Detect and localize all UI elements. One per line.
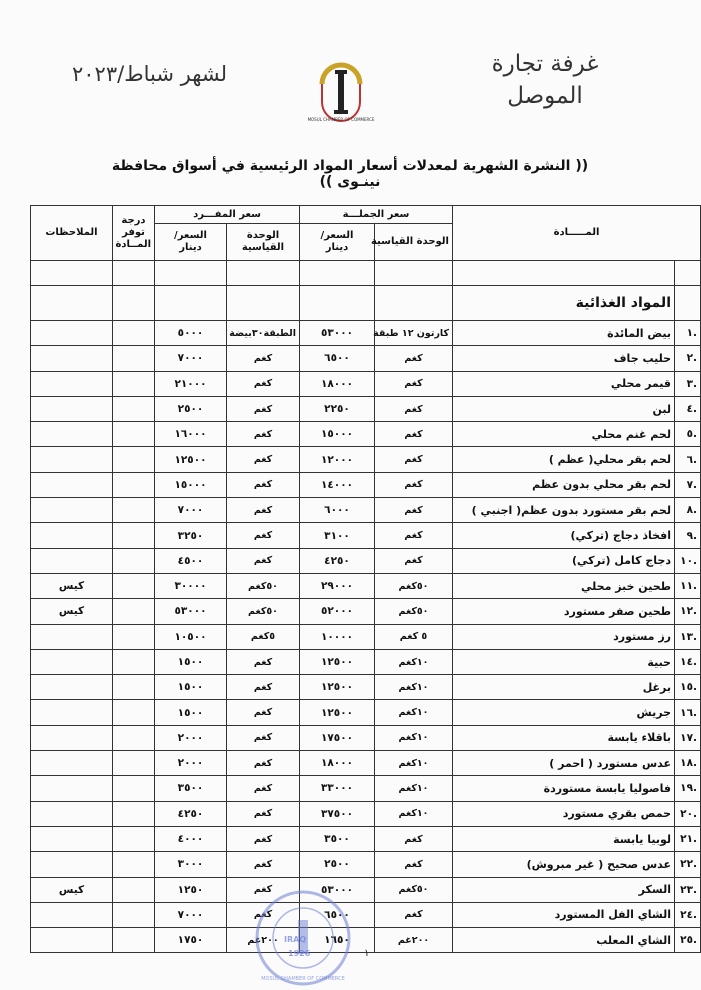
- retail-unit-header: الوحدة القياسية: [227, 224, 300, 261]
- availability-cell: [113, 624, 155, 649]
- material-name-cell: حمص بقري مستورد: [453, 801, 675, 826]
- wholesale-unit-cell: كغم: [375, 396, 453, 421]
- retail-unit-cell: ٥كغم: [227, 624, 300, 649]
- wholesale-price-cell: ٢٥٠٠: [300, 852, 375, 877]
- wholesale-unit-cell: كغم: [375, 371, 453, 396]
- stamp-text-iraq: IRAQ: [284, 935, 307, 944]
- availability-cell: [113, 371, 155, 396]
- wholesale-price-cell: ٣٥٠٠: [300, 826, 375, 851]
- material-name-cell: قيمر محلي: [453, 371, 675, 396]
- stamp-text-caption: MOSUL CHAMBER OF COMMERCE: [261, 976, 345, 982]
- note-cell: [31, 852, 113, 877]
- table-row: [31, 624, 701, 649]
- note-cell: [31, 725, 113, 750]
- retail-price-cell: ١٥٠٠: [155, 649, 227, 674]
- wholesale-price-cell: ٢٩٠٠٠: [300, 573, 375, 598]
- wholesale-price-cell: ٥٣٠٠٠: [300, 321, 375, 346]
- category-row: [31, 286, 701, 321]
- note-cell: [31, 548, 113, 573]
- wholesale-unit-cell: كغم: [375, 523, 453, 548]
- retail-unit-cell: كغم: [227, 700, 300, 725]
- wholesale-price-cell: ١٢٠٠٠: [300, 447, 375, 472]
- table-row: [31, 548, 701, 573]
- row-number-cell: .١١: [675, 573, 701, 598]
- table-row: [31, 599, 701, 624]
- row-number-cell: .٥: [675, 422, 701, 447]
- wholesale-unit-cell: كغم: [375, 422, 453, 447]
- retail-price-cell: ٤٥٠٠: [155, 548, 227, 573]
- wholesale-price-cell: ١٨٠٠٠: [300, 371, 375, 396]
- row-number-cell: .٢: [675, 346, 701, 371]
- row-number-cell: .١٠: [675, 548, 701, 573]
- organization-name: [470, 48, 620, 112]
- retail-price-cell: ٢٠٠٠: [155, 751, 227, 776]
- table-row: [31, 422, 701, 447]
- wholesale-unit-cell: كغم: [375, 852, 453, 877]
- availability-header: درجة توفر المــادة: [113, 206, 155, 261]
- material-name-cell: عدس مستورد ( احمر ): [453, 751, 675, 776]
- retail-price-cell: ٧٠٠٠: [155, 902, 227, 927]
- retail-price-cell: ٣٠٠٠٠: [155, 573, 227, 598]
- table-row: [31, 498, 701, 523]
- notes-header: الملاحظات: [31, 206, 113, 261]
- logo-caption: MOSUL CHAMBER OF COMMERCE: [307, 117, 375, 122]
- wholesale-price-cell: ١٦٥٠: [300, 928, 375, 953]
- retail-price-cell: ١٥٠٠: [155, 700, 227, 725]
- row-number-cell: .٢٢: [675, 852, 701, 877]
- page-number: ١: [364, 948, 370, 959]
- wholesale-price-header: سعر الجملـــة: [300, 206, 453, 224]
- availability-cell: [113, 852, 155, 877]
- availability-cell: [113, 902, 155, 927]
- wholesale-price-cell: ١٢٥٠٠: [300, 700, 375, 725]
- retail-unit-cell: كغم: [227, 523, 300, 548]
- note-cell: [31, 801, 113, 826]
- row-number-cell: .٢١: [675, 826, 701, 851]
- row-number-cell: .٩: [675, 523, 701, 548]
- material-name-cell: السكر: [453, 877, 675, 902]
- wholesale-price-cell: ١٠٠٠٠: [300, 624, 375, 649]
- material-name-cell: فاصوليا يابسة مستوردة: [453, 776, 675, 801]
- table-row: [31, 751, 701, 776]
- row-number-cell: .١٧: [675, 725, 701, 750]
- row-number-cell: .١٤: [675, 649, 701, 674]
- row-number-cell: .٢٤: [675, 902, 701, 927]
- retail-unit-cell: الطبقة٣٠بيضة: [227, 321, 300, 346]
- row-number-cell: .١٣: [675, 624, 701, 649]
- material-name-cell: رز مستورد: [453, 624, 675, 649]
- availability-cell: [113, 472, 155, 497]
- availability-cell: [113, 346, 155, 371]
- retail-price-cell: ٥٣٠٠٠: [155, 599, 227, 624]
- material-name-cell: دجاج كامل (تركي): [453, 548, 675, 573]
- table-row: [31, 801, 701, 826]
- material-name-cell: بيض المائدة: [453, 321, 675, 346]
- table-row: [31, 472, 701, 497]
- retail-price-cell: ٢٥٠٠: [155, 396, 227, 421]
- wholesale-unit-cell: ٥٠كغم: [375, 877, 453, 902]
- availability-cell: [113, 548, 155, 573]
- wholesale-unit-cell: ١٠كغم: [375, 801, 453, 826]
- wholesale-unit-cell: كغم: [375, 346, 453, 371]
- material-name-cell: لوبيا يابسة: [453, 826, 675, 851]
- table-header-row-1: [31, 206, 701, 224]
- table-row: [31, 396, 701, 421]
- retail-price-cell: ١٢٥٠٠: [155, 447, 227, 472]
- availability-cell: [113, 801, 155, 826]
- wholesale-unit-cell: كغم: [375, 826, 453, 851]
- table-row: [31, 700, 701, 725]
- wholesale-unit-cell: كغم: [375, 902, 453, 927]
- note-cell: كيس: [31, 573, 113, 598]
- wholesale-price-cell: ٣١٠٠: [300, 523, 375, 548]
- wholesale-unit-cell: ٥ كغم: [375, 624, 453, 649]
- retail-unit-cell: كغم: [227, 649, 300, 674]
- wholesale-price-cell: ٤٢٥٠: [300, 548, 375, 573]
- wholesale-unit-cell: ١٠كغم: [375, 776, 453, 801]
- table-row: [31, 346, 701, 371]
- retail-price-cell: ١٥٠٠٠: [155, 472, 227, 497]
- availability-cell: [113, 422, 155, 447]
- retail-price-cell: ٢٠٠٠: [155, 725, 227, 750]
- material-header: المـــــادة: [453, 206, 701, 261]
- wholesale-price-dinar-header: السعر/ دينار: [300, 224, 375, 261]
- bulletin-title: (( النشرة الشهرية لمعدلات أسعار المواد الرئيسية في أسواق محافظة نينـوى )): [111, 158, 589, 190]
- retail-price-cell: ١٧٥٠: [155, 928, 227, 953]
- material-name-cell: طحين خبز محلي: [453, 573, 675, 598]
- retail-price-cell: ٢١٠٠٠: [155, 371, 227, 396]
- wholesale-price-cell: ٦٠٠٠: [300, 498, 375, 523]
- wholesale-price-cell: ٥٣٠٠٠: [300, 877, 375, 902]
- note-cell: [31, 523, 113, 548]
- material-name-cell: باقلاء يابسة: [453, 725, 675, 750]
- org-name-line2: الموصل: [507, 83, 583, 109]
- wholesale-unit-cell: ١٠كغم: [375, 751, 453, 776]
- availability-cell: [113, 599, 155, 624]
- row-number-cell: .١٨: [675, 751, 701, 776]
- table-row: [31, 321, 701, 346]
- retail-unit-cell: كغم: [227, 776, 300, 801]
- note-cell: كيس: [31, 599, 113, 624]
- retail-price-cell: ٣٢٥٠: [155, 523, 227, 548]
- retail-price-cell: ١٦٠٠٠: [155, 422, 227, 447]
- availability-cell: [113, 776, 155, 801]
- wholesale-unit-cell: ٥٠كغم: [375, 573, 453, 598]
- availability-cell: [113, 700, 155, 725]
- material-name-cell: لحم بقر مستورد بدون عظم( اجنبي ): [453, 498, 675, 523]
- note-cell: [31, 447, 113, 472]
- note-cell: [31, 346, 113, 371]
- retail-price-cell: ١٥٠٠: [155, 675, 227, 700]
- availability-cell: [113, 498, 155, 523]
- availability-cell: [113, 877, 155, 902]
- retail-unit-cell: كغم: [227, 447, 300, 472]
- stamp-text-year: 1926: [288, 949, 311, 958]
- row-number-cell: .٢٥: [675, 928, 701, 953]
- row-number-cell: .١٩: [675, 776, 701, 801]
- retail-price-cell: ٣٥٠٠: [155, 776, 227, 801]
- note-cell: [31, 675, 113, 700]
- availability-cell: [113, 649, 155, 674]
- note-cell: [31, 649, 113, 674]
- material-name-cell: الشاي الفل المستورد: [453, 902, 675, 927]
- availability-cell: [113, 573, 155, 598]
- wholesale-price-cell: ٥٢٠٠٠: [300, 599, 375, 624]
- material-name-cell: الشاي المعلب: [453, 928, 675, 953]
- table-row: [31, 826, 701, 851]
- wholesale-price-cell: ١٢٥٠٠: [300, 675, 375, 700]
- availability-cell: [113, 928, 155, 953]
- retail-price-cell: ٧٠٠٠: [155, 346, 227, 371]
- row-number-cell: .٤: [675, 396, 701, 421]
- retail-unit-cell: كغم: [227, 852, 300, 877]
- table-row: [31, 447, 701, 472]
- retail-unit-cell: كغم: [227, 472, 300, 497]
- row-number-cell: .٧: [675, 472, 701, 497]
- retail-unit-cell: كغم: [227, 801, 300, 826]
- retail-unit-cell: ٥٠كغم: [227, 599, 300, 624]
- org-name-line1: غرفة تجارة: [491, 51, 599, 77]
- retail-unit-cell: كغم: [227, 371, 300, 396]
- bulletin-month: لشهر شباط/٢٠٢٣: [72, 62, 228, 86]
- retail-unit-cell: كغم: [227, 751, 300, 776]
- retail-unit-cell: ٥٠كغم: [227, 573, 300, 598]
- availability-cell: [113, 751, 155, 776]
- table-row: [31, 776, 701, 801]
- wholesale-price-cell: ١٥٠٠٠: [300, 422, 375, 447]
- note-cell: [31, 700, 113, 725]
- retail-price-header: سعر المفـــرد: [155, 206, 300, 224]
- chamber-logo: [307, 62, 375, 124]
- availability-cell: [113, 725, 155, 750]
- retail-price-cell: ٥٠٠٠: [155, 321, 227, 346]
- material-name-cell: عدس صحيح ( غير مبروش): [453, 852, 675, 877]
- retail-unit-cell: كغم: [227, 498, 300, 523]
- wholesale-unit-cell: كغم: [375, 447, 453, 472]
- wholesale-unit-cell: ١٠كغم: [375, 675, 453, 700]
- note-cell: [31, 422, 113, 447]
- retail-price-cell: ٤٠٠٠: [155, 826, 227, 851]
- wholesale-price-cell: ٣٣٠٠٠: [300, 776, 375, 801]
- retail-price-cell: ١٢٥٠: [155, 877, 227, 902]
- retail-price-cell: ٣٠٠٠: [155, 852, 227, 877]
- note-cell: [31, 472, 113, 497]
- retail-price-dinar-header: السعر/ دينار: [155, 224, 227, 261]
- availability-cell: [113, 826, 155, 851]
- row-number-cell: .١٢: [675, 599, 701, 624]
- wholesale-price-cell: ١٤٠٠٠: [300, 472, 375, 497]
- wholesale-unit-cell: ١٠كغم: [375, 700, 453, 725]
- note-cell: [31, 321, 113, 346]
- material-name-cell: افخاذ دجاج (تركي): [453, 523, 675, 548]
- retail-unit-cell: كغم: [227, 826, 300, 851]
- note-cell: [31, 498, 113, 523]
- note-cell: [31, 624, 113, 649]
- retail-unit-cell: كغم: [227, 675, 300, 700]
- note-cell: كيس: [31, 877, 113, 902]
- row-number-cell: .٨: [675, 498, 701, 523]
- table-row: [31, 573, 701, 598]
- retail-price-cell: ٤٢٥٠: [155, 801, 227, 826]
- table-row: [31, 371, 701, 396]
- retail-unit-cell: كغم: [227, 877, 300, 902]
- row-number-cell: .٦: [675, 447, 701, 472]
- availability-cell: [113, 396, 155, 421]
- wholesale-unit-cell: ١٠كغم: [375, 725, 453, 750]
- retail-unit-cell: كغم: [227, 725, 300, 750]
- wholesale-unit-cell: ١٠كغم: [375, 649, 453, 674]
- material-name-cell: جريش: [453, 700, 675, 725]
- retail-unit-cell: ٢٠٠غم: [227, 928, 300, 953]
- wholesale-unit-cell: كغم: [375, 472, 453, 497]
- note-cell: [31, 928, 113, 953]
- wholesale-unit-cell: ٢٠٠غم: [375, 928, 453, 953]
- category-title: المواد الغذائية: [453, 286, 675, 321]
- note-cell: [31, 902, 113, 927]
- wholesale-unit-cell: كغم: [375, 498, 453, 523]
- wholesale-unit-header: الوحدة القياسية: [375, 224, 453, 261]
- wholesale-price-cell: ٢٢٥٠: [300, 396, 375, 421]
- wholesale-price-cell: ٦٥٠٠: [300, 346, 375, 371]
- material-name-cell: برغل: [453, 675, 675, 700]
- note-cell: [31, 776, 113, 801]
- availability-cell: [113, 675, 155, 700]
- retail-unit-cell: كغم: [227, 422, 300, 447]
- row-number-cell: .١٦: [675, 700, 701, 725]
- table-row: [31, 649, 701, 674]
- note-cell: [31, 371, 113, 396]
- availability-cell: [113, 523, 155, 548]
- note-cell: [31, 396, 113, 421]
- wholesale-price-cell: ١٢٥٠٠: [300, 649, 375, 674]
- row-number-cell: .٣: [675, 371, 701, 396]
- retail-price-cell: ٧٠٠٠: [155, 498, 227, 523]
- table-row: [31, 877, 701, 902]
- availability-cell: [113, 321, 155, 346]
- wholesale-unit-cell: ٥٠كغم: [375, 599, 453, 624]
- row-number-cell: .١٥: [675, 675, 701, 700]
- note-cell: [31, 751, 113, 776]
- price-table: [30, 205, 701, 953]
- retail-price-cell: ١٠٥٠٠: [155, 624, 227, 649]
- note-cell: [31, 826, 113, 851]
- row-number-cell: .٢٠: [675, 801, 701, 826]
- table-row: [31, 725, 701, 750]
- material-name-cell: لحم غنم محلي: [453, 422, 675, 447]
- table-row: [31, 675, 701, 700]
- table-row: [31, 523, 701, 548]
- material-name-cell: لحم بقر محلي( عظم ): [453, 447, 675, 472]
- retail-unit-cell: كغم: [227, 902, 300, 927]
- material-name-cell: لحم بقر محلي بدون عظم: [453, 472, 675, 497]
- wholesale-unit-cell: كغم: [375, 548, 453, 573]
- retail-unit-cell: كغم: [227, 346, 300, 371]
- wholesale-price-cell: ٦٥٠٠: [300, 902, 375, 927]
- material-name-cell: حبية: [453, 649, 675, 674]
- retail-unit-cell: كغم: [227, 548, 300, 573]
- wholesale-price-cell: ١٧٥٠٠: [300, 725, 375, 750]
- wholesale-unit-cell: كارتون ١٢ طبقة: [375, 321, 453, 346]
- table-row: [31, 902, 701, 927]
- material-name-cell: لبن: [453, 396, 675, 421]
- row-number-cell: .٢٣: [675, 877, 701, 902]
- material-name-cell: حليب جاف: [453, 346, 675, 371]
- row-number-cell: .١: [675, 321, 701, 346]
- wholesale-price-cell: ١٨٠٠٠: [300, 751, 375, 776]
- table-row: [31, 852, 701, 877]
- availability-cell: [113, 447, 155, 472]
- material-name-cell: طحين صفر مستورد: [453, 599, 675, 624]
- wholesale-price-cell: ٣٧٥٠٠: [300, 801, 375, 826]
- table-spacer-row: [31, 261, 701, 286]
- retail-unit-cell: كغم: [227, 396, 300, 421]
- chamber-stamp: [244, 884, 362, 988]
